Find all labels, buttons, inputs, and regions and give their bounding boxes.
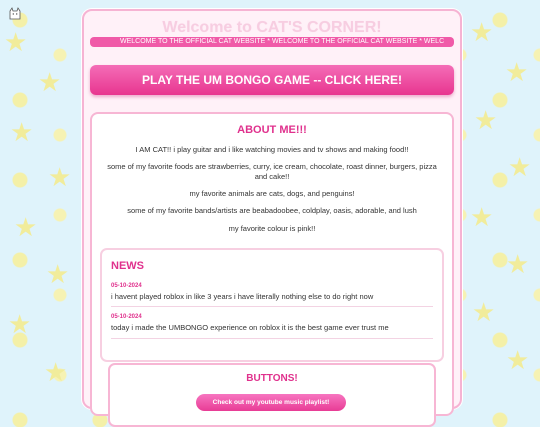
star-icon: ★ (44, 358, 68, 388)
welcome-marquee: WELCOME TO THE OFFICIAL CAT WEBSITE * WELCOME TO THE OFFICIAL CAT WEBSITE * WELC (90, 37, 454, 47)
buttons-heading: BUTTONS! (246, 373, 298, 384)
news-date: 05-10-2024 (111, 314, 142, 320)
news-text: today i made the UMBONGO experience on roblox it is the best game ever trust me (111, 323, 389, 332)
about-paragraph: some of my favorite foods are strawberries, curry, ice cream, chocolate, roast dinner, burgers, pizza and cake!! (107, 162, 437, 181)
cat-icon (8, 6, 22, 20)
play-game-button[interactable]: PLAY THE UM BONGO GAME -- CLICK HERE! (90, 65, 454, 95)
star-icon: ★ (14, 213, 38, 243)
star-icon: ★ (470, 203, 494, 233)
star-icon: ★ (506, 250, 530, 280)
news-section (100, 248, 444, 362)
star-icon: ★ (506, 346, 530, 376)
star-icon: ★ (474, 106, 498, 136)
star-icon: ★ (48, 163, 72, 193)
about-paragraph: my favorite colour is pink!! (228, 224, 316, 233)
news-divider (111, 306, 433, 307)
about-section (90, 112, 454, 416)
news-divider (111, 338, 433, 339)
about-paragraph: my favorite animals are cats, dogs, and penguins! (189, 189, 355, 198)
news-heading: NEWS (111, 260, 144, 272)
main-container (82, 9, 462, 409)
star-icon: ★ (472, 298, 496, 328)
buttons-section (108, 363, 436, 427)
about-paragraph: I AM CAT!! i play guitar and i like watching movies and tv shows and making food!! (135, 145, 409, 154)
star-icon: ★ (505, 58, 529, 88)
youtube-playlist-button[interactable]: Check out my youtube music playlist! (196, 394, 346, 411)
news-date: 05-10-2024 (111, 283, 142, 289)
page-title: Welcome to CAT'S CORNER! (162, 19, 382, 36)
star-icon: ★ (38, 68, 62, 98)
star-icon: ★ (46, 260, 70, 290)
star-icon: ★ (470, 18, 494, 48)
star-icon: ★ (10, 118, 34, 148)
about-paragraph: some of my favorite bands/artists are beabadoobee, coldplay, oasis, adorable, and lush (127, 206, 417, 215)
star-icon: ★ (8, 310, 32, 340)
about-heading: ABOUT ME!!! (237, 124, 307, 136)
star-icon: ★ (4, 28, 28, 58)
star-icon: ★ (508, 153, 532, 183)
news-text: i havent played roblox in like 3 years i have literally nothing else to do right now (111, 292, 374, 301)
